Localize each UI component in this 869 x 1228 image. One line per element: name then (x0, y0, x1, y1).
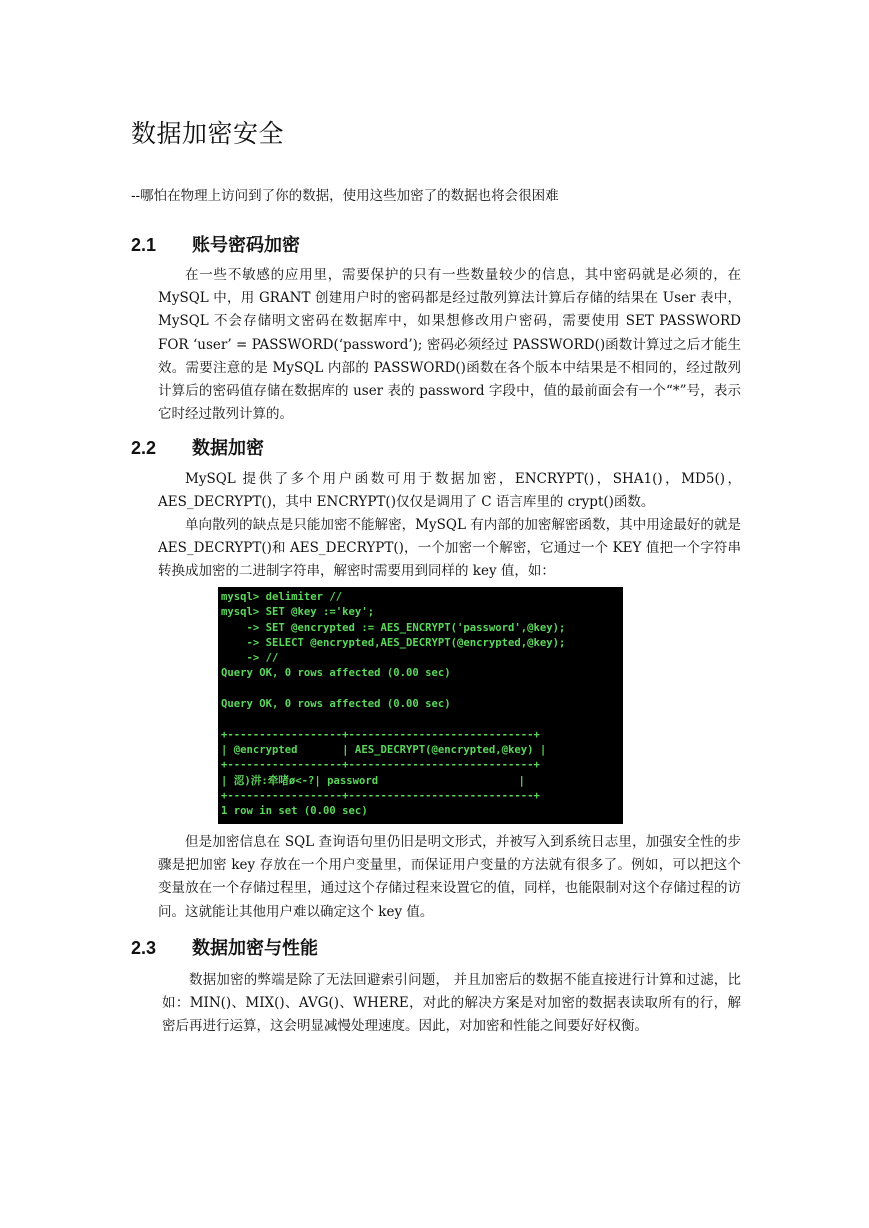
terminal-line: +------------------+-----------------------------+ (221, 759, 540, 772)
terminal-line: | @encrypted | AES_DECRYPT(@encrypted,@key) | (221, 743, 547, 756)
terminal-line: +------------------+-----------------------------+ (221, 789, 540, 802)
terminal-line: -> SET @encrypted := AES_ENCRYPT('password',@key); (246, 621, 566, 634)
terminal-line: 1 row in set (0.00 sec) (221, 805, 368, 818)
section-title: 数据加密 (192, 438, 264, 459)
section-heading-2-3 (131, 934, 318, 960)
section-heading-2-2 (131, 434, 264, 460)
section-title: 账号密码加密 (192, 235, 300, 256)
section-title: 数据加密与性能 (192, 938, 318, 959)
section-number: 2.2 (131, 438, 157, 458)
section-number: 2.3 (131, 938, 157, 958)
paragraph-encryption-performance: 数据加密的弊端是除了无法回避索引问题， 并且加密后的数据不能直接进行计算和过滤，比如：MIN()、MIX()、AVG()、WHERE，对此的解决方案是对加密的数据表读取所有的行，解密后再进行运算，这会明显减慢处理速度。因此，对加密和性能之间要好好权衡。 (162, 972, 741, 1035)
terminal-line: mysql> SET @key :='key'; (221, 606, 375, 619)
terminal-output (218, 587, 623, 819)
paragraph-key-in-variable: 但是加密信息在 SQL 查询语句里仍旧是明文形式，并被写入到系统日志里，加强安全性的步骤是把加密 key 存放在一个用户变量里，而保证用户变量的方法就有很多了。例如，可以把这个变量放在一个存储过程里，通过这个存储过程来设置它的值，同样，也能限制对这个存储过程的访问。这就能让其他用户难以确定这个 key 值。 (158, 834, 741, 920)
terminal-line: -> SELECT @encrypted,AES_DECRYPT(@encrypted,@key); (246, 636, 566, 649)
section-heading-2-1 (131, 231, 300, 257)
terminal-line: Query OK, 0 rows affected (0.00 sec) (221, 667, 451, 680)
paragraph-one-way-hash: 单向散列的缺点是只能加密不能解密，MySQL 有内部的加密解密函数，其中用途最好的就是 AES_DECRYPT()和 AES_DECRYPT()，一个加密一个解密，它通过一个 KEY 值把一个字符串转换成加密的二进制字符串，解密时需要用到同样的 key 值，如： (158, 517, 741, 580)
terminal-line: | 涊)汫:牵啫ø<-?| password | (221, 774, 525, 787)
paragraph-mysql-functions: MySQL 提供了多个用户函数可用于数据加密，ENCRYPT()，SHA1()，MD5()，AES_DECRYPT()，其中 ENCRYPT()仅仅是调用了 C 语言库里的 crypt()函数。 (158, 471, 741, 511)
page-subtitle: --哪怕在物理上访问到了你的数据，使用这些加密了的数据也将会很困难 (131, 188, 559, 204)
paragraph-password-encryption: 在一些不敏感的应用里，需要保护的只有一些数量较少的信息，其中密码就是必须的，在 MySQL 中，用 GRANT 创建用户时的密码都是经过散列算法计算后存储的结果在 User 表中，MySQL 不会存储明文密码在数据库中，如果想修改用户密码，需要使用 SET PASSWORD FOR ‘user’ = PASSWORD(‘password’); 密码必须经过 PASSWORD()函数计算过之后才能生效。需要注意的是 MySQL 内部的 PASSWORD()函数在各个版本中结果是不相同的，经过散列计算后的密码值存储在数据库的 user 表的 password 字段中，值的最前面会有一个“*”号，表示它时经过散列计算的。 (158, 267, 741, 423)
terminal-line: -> // (246, 652, 279, 665)
page-title: 数据加密安全 (131, 119, 285, 148)
terminal-line: +------------------+-----------------------------+ (221, 728, 540, 741)
section-number: 2.1 (131, 235, 157, 255)
mysql-terminal-screenshot (218, 587, 623, 824)
terminal-line: Query OK, 0 rows affected (0.00 sec) (221, 698, 451, 711)
terminal-line: mysql> delimiter // (221, 591, 343, 603)
